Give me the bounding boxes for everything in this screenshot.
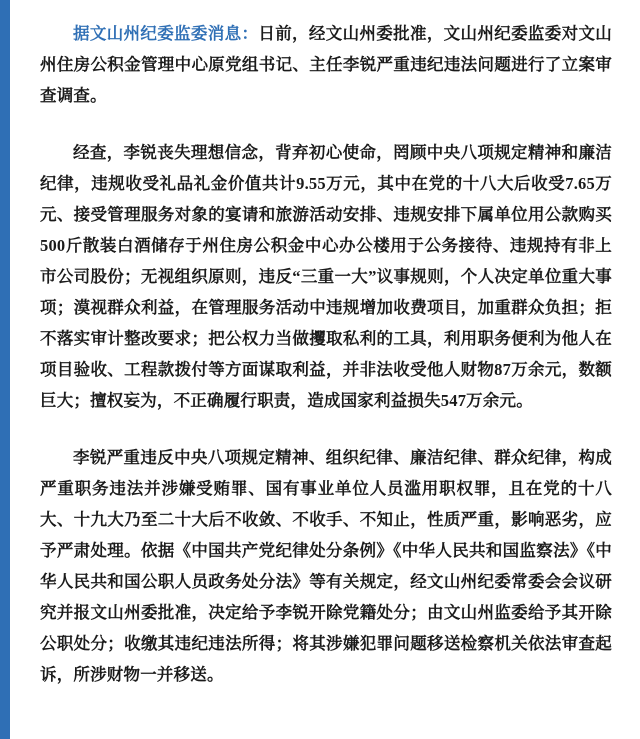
paragraph-1-text: 日前，经文山州委批准，文山州纪委监委对文山州住房公积金管理中心原党组书记、主任李锐严重违纪违法问题进行了立案审查调查。 — [40, 24, 613, 105]
paragraph-3-text: 李锐严重违反中央八项规定精神、组织纪律、廉洁纪律、群众纪律，构成严重职务违法并涉嫌受贿罪、国有事业单位人员滥用职权罪，且在党的十八大、十九大乃至二十大后不收敛、不收手、不知止，性质严重，影响恶劣，应予严肃处理。依据《中国共产党纪律处分条例》《中华人民共和国监察法》《中华人民共和国公职人员政务处分法》等有关规定，经文山州纪委常委会会议研究并报文山州委批准，决定给予李锐开除党籍处分；由文山州监委给予其开除公职处分；收缴其违纪违法所得；将其涉嫌犯罪问题移送检察机关依法审查起诉，所涉财物一并移送。 — [40, 448, 612, 684]
paragraph-1-lead: 据文山州纪委监委消息： — [73, 24, 259, 43]
paragraph-3 — [40, 442, 612, 690]
paragraph-1 — [40, 18, 612, 111]
paragraph-2-text: 经查，李锐丧失理想信念，背弃初心使命，罔顾中央八项规定精神和廉洁纪律，违规收受礼品礼金价值共计9.55万元，其中在党的十八大后收受7.65万元、接受管理服务对象的宴请和旅游活动安排、违规安排下属单位用公款购买500斤散装白酒储存于州住房公积金中心办公楼用于公务接待、违规持有非上市公司股份；无视组织原则，违反“三重一大”议事规则，个人决定单位重大事项；漠视群众利益，在管理服务活动中违规增加收费项目，加重群众负担；拒不落实审计整改要求；把公权力当做攫取私利的工具，利用职务便利为他人在项目验收、工程款拨付等方面谋取利益，并非法收受他人财物87万余元，数额巨大；擅权妄为，不正确履行职责，造成国家利益损失547万余元。 — [40, 143, 612, 410]
paragraph-2 — [40, 137, 612, 416]
article-body — [10, 0, 640, 739]
left-accent-bar — [0, 0, 10, 739]
